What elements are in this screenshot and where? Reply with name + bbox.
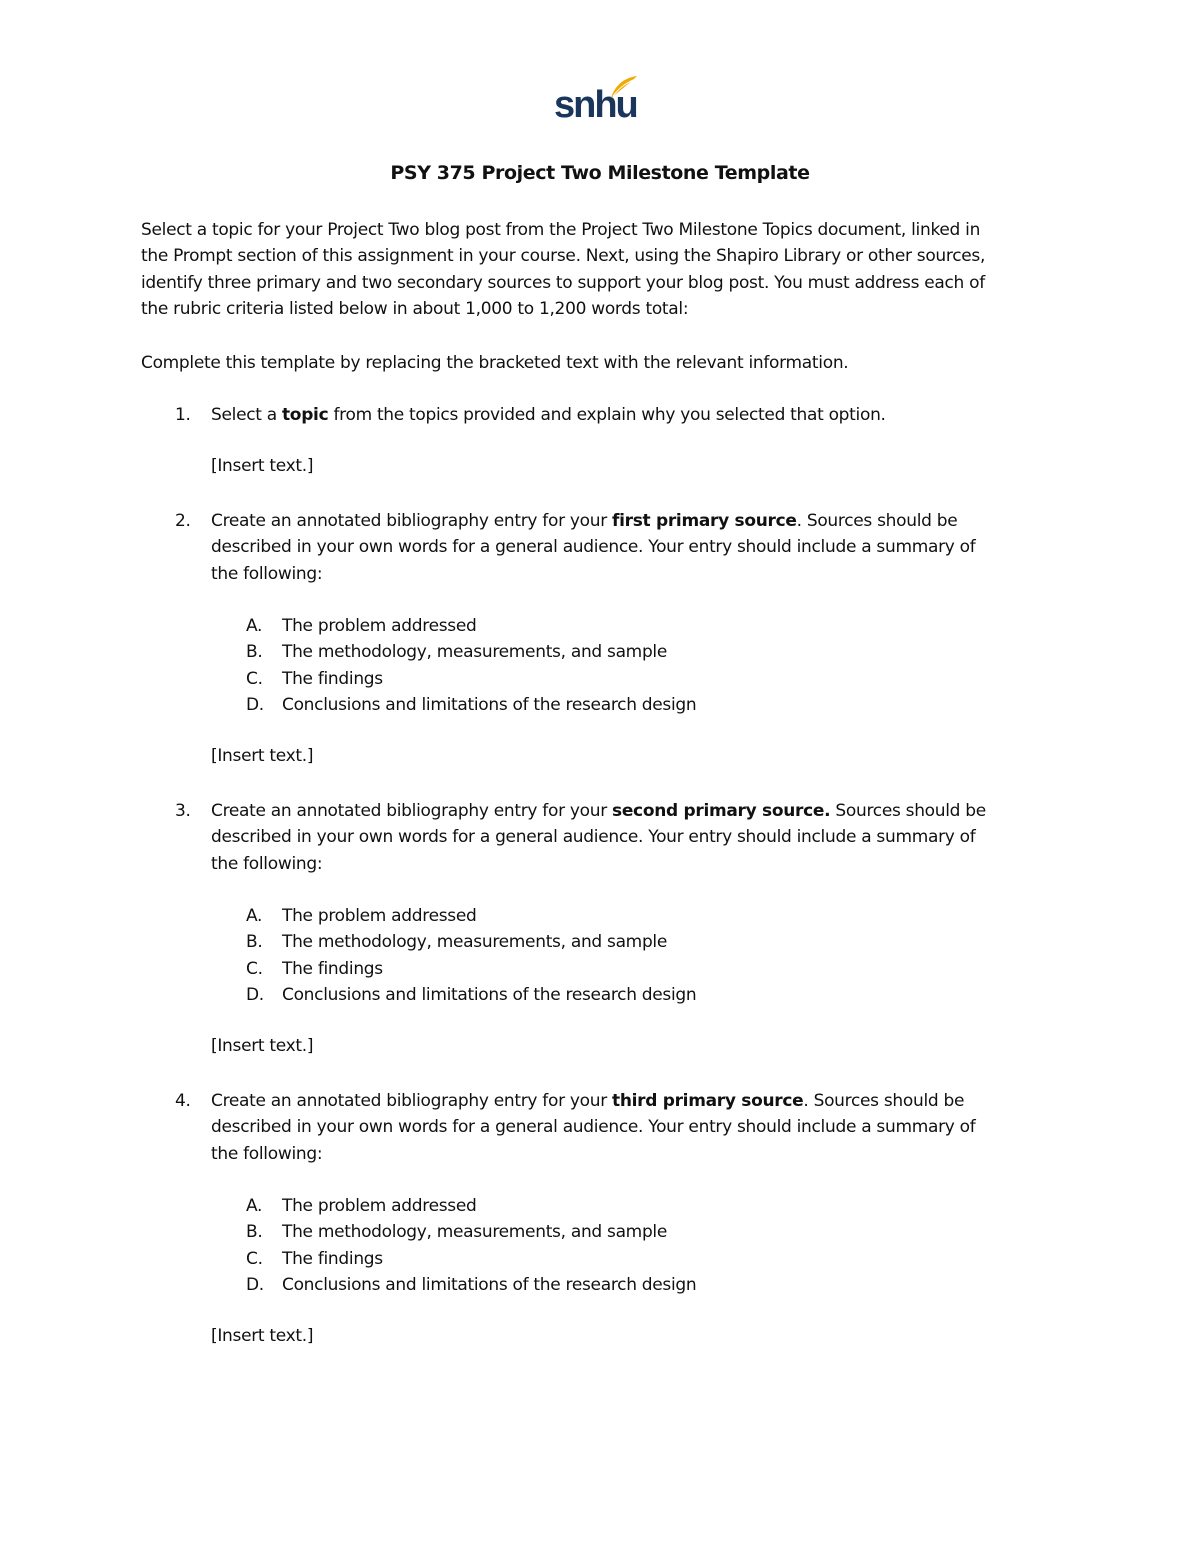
item-line-2: described in your own words for a general audience. Your entry should include a summary of — [211, 1117, 976, 1138]
sub-text: The findings — [282, 958, 383, 979]
item-emphasis: second primary source. — [612, 801, 831, 821]
sub-letter: D. — [246, 694, 264, 715]
item-emphasis: first primary source — [612, 511, 797, 531]
leaf-icon — [609, 74, 639, 100]
item-number: 4. — [175, 1091, 191, 1111]
logo-wordmark: snhu — [554, 84, 637, 126]
intro-line: the Prompt section of this assignment in your course. Next, using the Shapiro Library or other sources, — [141, 246, 986, 267]
insert-text-placeholder[interactable]: [Insert text.] — [211, 1036, 314, 1056]
sub-letter: A. — [246, 616, 263, 636]
sub-text: Conclusions and limitations of the research design — [282, 694, 697, 715]
sub-text: Conclusions and limitations of the research design — [282, 1274, 697, 1295]
sub-letter: C. — [246, 668, 263, 689]
item-number: 3. — [175, 801, 191, 821]
sub-letter: B. — [246, 932, 263, 953]
sub-letter: A. — [246, 1196, 263, 1216]
sub-letter: C. — [246, 1248, 263, 1269]
insert-text-placeholder[interactable]: [Insert text.] — [211, 456, 314, 476]
sub-letter: D. — [246, 1274, 264, 1295]
intro-line: the rubric criteria listed below in about 1,000 to 1,200 words total: — [141, 298, 689, 319]
sub-text: The methodology, measurements, and sample — [282, 642, 668, 663]
item-line-3: the following: — [211, 1143, 323, 1164]
item-pre: Select a — [211, 405, 282, 425]
item-post: from the topics provided and explain why you selected that option. — [328, 405, 886, 425]
item-line-3: the following: — [211, 563, 323, 584]
item-number: 1. — [175, 405, 191, 425]
item-line-2: described in your own words for a general audience. Your entry should include a summary of — [211, 537, 976, 558]
sub-letter: A. — [246, 906, 263, 926]
item-line-1 — [211, 798, 986, 824]
sub-letter: B. — [246, 642, 263, 663]
item-post: . Sources should be — [803, 1091, 965, 1111]
item-emphasis: third primary source — [612, 1091, 804, 1111]
sub-letter: C. — [246, 958, 263, 979]
item-number: 2. — [175, 511, 191, 531]
sub-text: The problem addressed — [282, 906, 477, 926]
sub-text: The problem addressed — [282, 1196, 477, 1216]
item-pre: Create an annotated bibliography entry for your — [211, 1091, 612, 1111]
intro-paragraph — [141, 217, 1071, 322]
sub-text: The methodology, measurements, and sample — [282, 932, 668, 953]
sub-letter: B. — [246, 1222, 263, 1243]
item-line-1 — [211, 402, 886, 428]
sub-text: The findings — [282, 1248, 383, 1269]
instruction-paragraph — [141, 350, 1071, 376]
page-title: PSY 375 Project Two Milestone Template — [390, 162, 810, 184]
item-line-2: described in your own words for a general audience. Your entry should include a summary of — [211, 827, 976, 848]
sub-letter: D. — [246, 984, 264, 1005]
item-post: Sources should be — [830, 801, 986, 821]
sub-text: The problem addressed — [282, 616, 477, 636]
item-text — [211, 1088, 975, 1167]
intro-line: Select a topic for your Project Two blog post from the Project Two Milestone Topics document, linked in — [141, 220, 981, 240]
insert-text-placeholder[interactable]: [Insert text.] — [211, 746, 314, 766]
item-text — [211, 798, 986, 877]
instruction-text: Complete this template by replacing the bracketed text with the relevant information. — [141, 353, 849, 373]
item-pre: Create an annotated bibliography entry for your — [211, 801, 612, 821]
sub-text: Conclusions and limitations of the research design — [282, 984, 697, 1005]
item-text — [211, 402, 886, 428]
intro-line: identify three primary and two secondary sources to support your blog post. You must address each of — [141, 272, 985, 293]
item-emphasis: topic — [281, 405, 329, 425]
item-post: . Sources should be — [796, 511, 958, 531]
insert-text-placeholder[interactable]: [Insert text.] — [211, 1326, 314, 1346]
item-line-1 — [211, 508, 975, 534]
snhu-logo — [554, 74, 644, 134]
item-text — [211, 508, 975, 587]
item-line-1 — [211, 1088, 975, 1114]
sub-text: The findings — [282, 668, 383, 689]
sub-text: The methodology, measurements, and sample — [282, 1222, 668, 1243]
item-line-3: the following: — [211, 853, 323, 874]
item-pre: Create an annotated bibliography entry for your — [211, 511, 612, 531]
